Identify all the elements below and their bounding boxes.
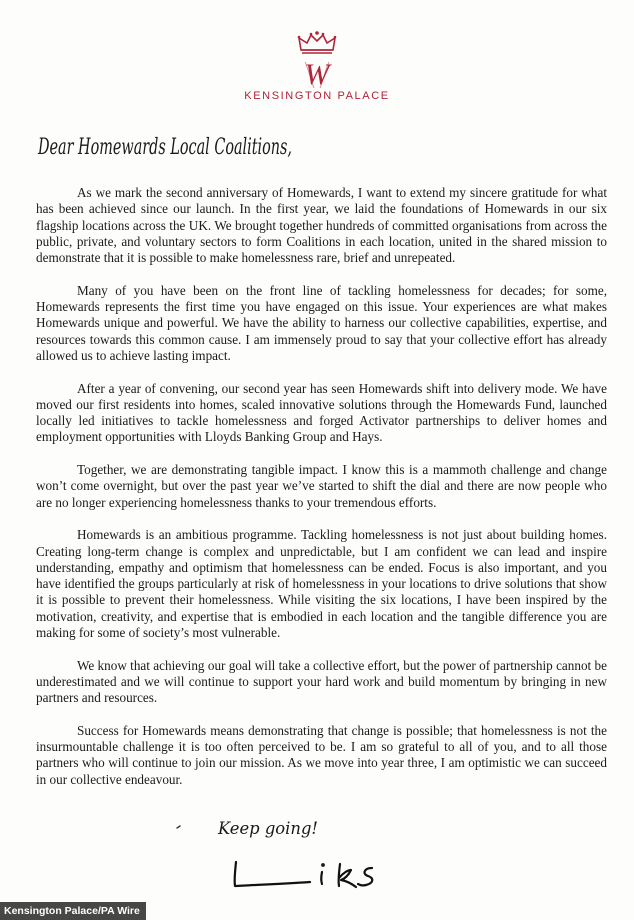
body-paragraph: We know that achieving our goal will take a collective effort, but the power of partnership cannot be underestimated and we will continue to support your hard work and build momentum by bringing in new partners and resources. [36,657,607,706]
royal-cipher-crest-icon [287,30,347,92]
handwritten-salutation [36,116,326,168]
body-paragraph: Success for Homewards means demonstrating that change is possible; that homelessness is not the insurmountable challenge it is too often perceived to be. I am so grateful to all of you, and to all those partners who will continue to join our mission. As we move into year three, I am optimistic we can succeed in our collective endeavour. [36,722,607,787]
signature-icon [222,852,392,894]
letter-body [36,185,607,804]
pen-mark-icon [174,822,184,832]
body-paragraph: After a year of convening, our second year has seen Homewards shift into delivery mode. We have moved our first residents into homes, scaled innovative solutions through the Homewards Fund, launched locally led initiatives to tackle homelessness and forged Activator partnerships to deliver homes and employment opportunities with Lloyds Banking Group and Hays. [36,380,607,445]
salutation-text: Dear Homewards Local Coalitions, [37,135,292,160]
letterhead-title: KENSINGTON PALACE [244,90,390,102]
cipher-letter: W [304,58,330,91]
body-paragraph: As we mark the second anniversary of Homewards, I want to extend my sincere gratitude for what has been achieved since our launch. In the first year, we laid the foundations of Homewards in our six flagship locations across the UK. We brought together hundreds of committed organisations from across the public, private, and voluntary sectors to form Coalitions in each location, united in the shared mission to demonstrate that it is possible to make homelessness rare, brief and unrepeated. [36,185,607,266]
handwritten-signoff [216,804,336,848]
body-paragraph: Many of you have been on the front line of tackling homelessness for decades; for some, Homewards represents the first time you have engaged on this issue. Your experiences are what makes Homewards unique and powerful. We have the ability to harness our collective capabilities, expertise, and resources towards this common cause. I am immensely proud to say that your collective effort has already allowed us to achieve lasting impact. [36,282,607,363]
signoff-text: Keep going! [217,819,318,839]
body-paragraph: Together, we are demonstrating tangible impact. I know this is a mammoth challenge and change won’t come overnight, but over the past year we’ve started to shift the dial and there are now people who are no longer experiencing homelessness thanks to your tremendous efforts. [36,462,607,510]
body-paragraph: Homewards is an ambitious programme. Tackling homelessness is not just about building homes. Creating long-term change is complex and unpredictable, but I am confident we can lead and inspire understanding, empathy and optimism that homelessness can be ended. Focus is also important, and you have identified the groups particularly at risk of homelessness in your locations to drive solutions that show it is possible to prevent their homelessness. While visiting the six locations, I have been inspired by the motivation, creativity, and expertise that is embodied in each location and the tangible difference you are making for some of society’s most vulnerable. [36,527,607,641]
photo-credit: Kensington Palace/PA Wire [0,902,146,920]
